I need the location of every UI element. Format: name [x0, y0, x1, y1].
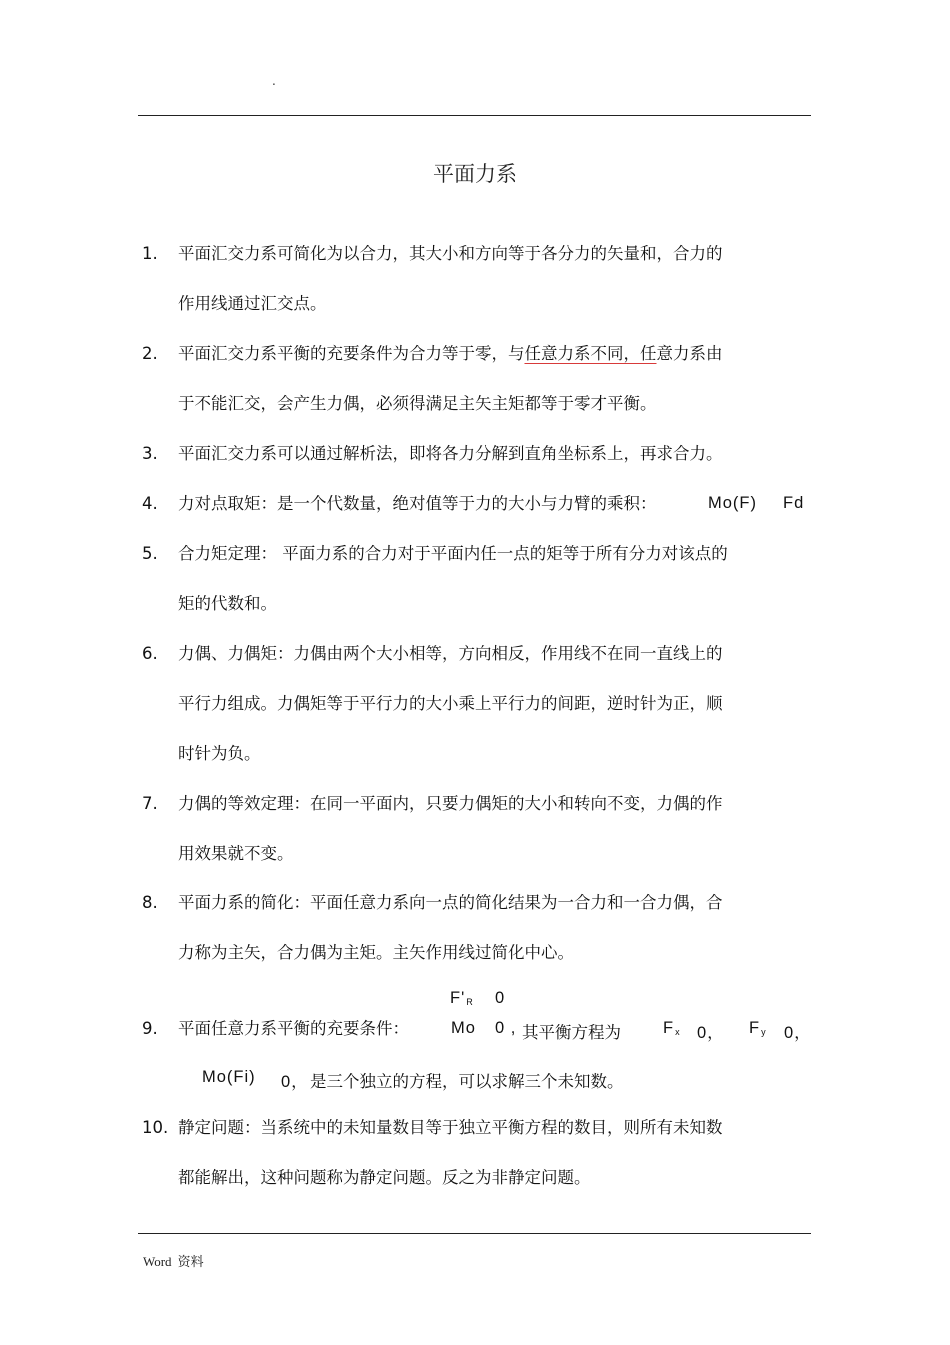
item-number: 6. [142, 644, 158, 663]
item-text-line: 力偶的等效定理：在同一平面内，只要力偶矩的大小和转向不变，力偶的作 [178, 794, 723, 813]
moment-fi-zero: 0， [281, 1073, 309, 1091]
resultant-force-formula [450, 989, 474, 1008]
item-text-line: 静定问题：当系统中的未知量数目等于独立平衡方程的数目，则所有未知数 [178, 1118, 723, 1137]
item-number: 5. [142, 544, 158, 563]
item-text-line: 作用线通过汇交点。 [178, 294, 327, 313]
item-text-line: 力偶、力偶矩：力偶由两个大小相等，方向相反，作用线不在同一直线上的 [178, 644, 723, 663]
footer-label: 资料 [177, 1255, 204, 1270]
item-number: 7. [142, 794, 158, 813]
fx-formula [663, 1019, 681, 1038]
item-number: 2. [142, 344, 158, 363]
page-title: 平面力系 [433, 162, 517, 186]
item-text-line: 用效果就不变。 [178, 844, 294, 863]
formula-symbol: F [749, 1019, 761, 1037]
item-text-line: 合力矩定理： 平面力系的合力对于平面内任一点的矩等于所有分力对该点的 [178, 544, 728, 563]
moment-sum-formula: Mo [451, 1019, 476, 1037]
item-text-line: 平行力组成。力偶矩等于平行力的大小乘上平行力的间距，逆时针为正，顺 [178, 694, 723, 713]
equation-intro-text: 其平衡方程为 [522, 1023, 621, 1042]
fy-zero: 0， [784, 1024, 812, 1042]
item-text-line: 是三个独立的方程，可以求解三个未知数。 [310, 1072, 624, 1091]
footer-rule [138, 1233, 811, 1234]
item-text-line: 都能解出，这种问题称为静定问题。反之为非静定问题。 [178, 1168, 591, 1187]
moment-formula: Mo(F) [708, 494, 757, 512]
spellcheck-underlined-text: 任意力系不同，任 [524, 344, 657, 363]
item-text-line: 力称为主矢，合力偶为主矩。主矢作用线过简化中心。 [178, 943, 574, 962]
formula-symbol: F' [450, 989, 466, 1007]
item-number: 4. [142, 494, 158, 513]
fy-formula [749, 1019, 767, 1038]
item-number: 8. [142, 893, 158, 912]
footer [143, 1251, 204, 1270]
item-text-line: 矩的代数和。 [178, 594, 277, 613]
item-text-line: 平面汇交力系可简化为以合力，其大小和方向等于各分力的矢量和，合力的 [178, 244, 723, 263]
item-text-line: 于不能汇交，会产生力偶，必须得满足主矢主矩都等于零才平衡。 [178, 394, 657, 413]
moment-fi-formula: Mo(Fi) [202, 1068, 256, 1086]
item-number: 1. [142, 244, 158, 263]
item-number: 3. [142, 444, 158, 463]
item-text-line: 平面任意力系平衡的充要条件： [178, 1019, 409, 1038]
item-number: 10. [142, 1118, 169, 1137]
formula-subscript: R [466, 997, 474, 1007]
item-text-line: 平面汇交力系可以通过解析法，即将各力分解到直角坐标系上，再求合力。 [178, 444, 723, 463]
moment-sum-zero: 0 , [495, 1019, 517, 1037]
text-segment: 平面汇交力系平衡的充要条件为合力等于零，与 [178, 344, 525, 363]
header-rule [138, 115, 811, 116]
item-text-line: 平面力系的简化：平面任意力系向一点的简化结果为一合力和一合力偶，合 [178, 893, 723, 912]
formula-subscript: x [675, 1027, 681, 1037]
text-segment: 意力系由 [656, 344, 723, 363]
footer-word: Word [143, 1254, 172, 1269]
resultant-force-zero: 0 [495, 989, 506, 1007]
header-dot: . [272, 74, 276, 88]
item-text-line [178, 329, 723, 379]
formula-subscript: y [761, 1027, 767, 1037]
moment-formula-rhs: Fd [783, 494, 805, 512]
fx-zero: 0， [697, 1024, 725, 1042]
item-number: 9. [142, 1019, 158, 1038]
item-text-line: 力对点取矩：是一个代数量，绝对值等于力的大小与力臂的乘积： [178, 494, 657, 513]
formula-symbol: F [663, 1019, 675, 1037]
item-text-line: 时针为负。 [178, 744, 261, 763]
